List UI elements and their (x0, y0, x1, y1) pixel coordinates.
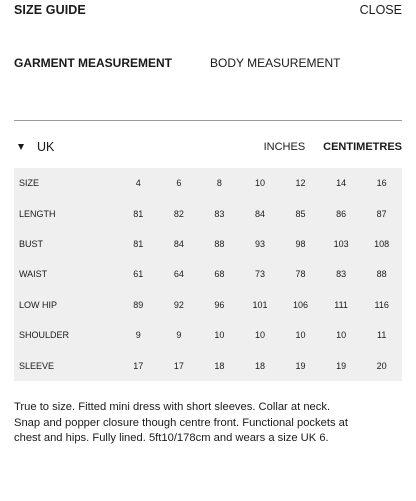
section-divider (14, 120, 402, 121)
table-cell: 88 (214, 239, 225, 250)
table-cell: 20 (376, 360, 387, 371)
table-cell: 17 (173, 360, 184, 371)
table-cell: 14 (336, 178, 347, 189)
table-cell: 83 (214, 208, 225, 219)
table-cell: 108 (374, 239, 390, 250)
triangle-down-icon (18, 144, 24, 150)
table-cell: 89 (133, 299, 144, 310)
size-chart-table (14, 168, 402, 381)
table-cell: 9 (176, 330, 182, 341)
table-cell: 61 (133, 269, 144, 280)
table-cell: 10 (254, 330, 265, 341)
table-row-shoulder (14, 320, 402, 350)
table-row-bust (14, 229, 402, 259)
table-cell: 93 (254, 239, 265, 250)
table-cell: 10 (295, 330, 306, 341)
tab-body-measurement[interactable]: BODY MEASUREMENT (210, 56, 341, 70)
table-cell: 19 (336, 360, 347, 371)
table-cell: 17 (133, 360, 144, 371)
table-cell: 96 (214, 299, 225, 310)
table-cell: 19 (295, 360, 306, 371)
row-label: SHOULDER (19, 330, 70, 341)
table-cell: 12 (295, 178, 306, 189)
table-cell: 6 (176, 178, 182, 189)
table-cell: 106 (293, 299, 309, 310)
product-fit-description: True to size. Fitted mini dress with short sleeves. Collar at neck. Snap and popper closure though centre front. Functional pockets at chest and hips. Fully lined. 5ft10/178cm and wears a size UK 6. (14, 401, 348, 444)
close-button[interactable]: CLOSE (359, 3, 402, 17)
table-cell: 8 (216, 178, 222, 189)
unit-toggle (264, 141, 402, 153)
table-cell: 88 (376, 269, 387, 280)
table-cell: 81 (133, 239, 144, 250)
unit-inches[interactable]: INCHES (263, 141, 306, 153)
table-cell: 82 (173, 208, 184, 219)
tab-garment-measurement[interactable]: GARMENT MEASUREMENT (14, 56, 172, 70)
table-cell: 10 (336, 330, 347, 341)
table-row-low-hip (14, 290, 402, 320)
table-cell: 16 (376, 178, 387, 189)
measurement-tabs (14, 55, 340, 71)
table-cell: 11 (377, 330, 387, 341)
table-cell: 111 (334, 299, 348, 310)
table-cell: 64 (173, 269, 184, 280)
table-cell: 83 (336, 269, 347, 280)
table-cell: 101 (252, 299, 268, 310)
row-label: LOW HIP (19, 299, 58, 310)
table-cell: 84 (254, 208, 265, 219)
table-cell: 18 (214, 360, 225, 371)
region-label: UK (37, 140, 55, 154)
size-guide-header (14, 2, 402, 18)
table-cell: 116 (374, 299, 389, 310)
table-row-sleeve (14, 351, 402, 381)
row-label: SLEEVE (19, 360, 55, 371)
table-cell: 78 (295, 269, 306, 280)
table-row-length (14, 198, 402, 228)
table-cell: 10 (254, 178, 265, 189)
table-cell: 73 (254, 269, 265, 280)
table-cell: 84 (173, 239, 184, 250)
table-cell: 98 (295, 239, 306, 250)
row-label: BUST (19, 239, 44, 250)
table-cell: 92 (173, 299, 184, 310)
table-controls (14, 139, 402, 155)
table-cell: 10 (214, 330, 225, 341)
region-selector[interactable] (14, 140, 54, 154)
table-cell: 18 (254, 360, 265, 371)
table-row-size (14, 168, 402, 198)
table-cell: 81 (133, 208, 144, 219)
row-label: WAIST (19, 269, 48, 280)
table-cell: 86 (336, 208, 347, 219)
table-cell: 87 (376, 208, 387, 219)
row-label: LENGTH (19, 208, 56, 219)
table-cell: 103 (333, 239, 349, 250)
table-cell: 68 (214, 269, 225, 280)
table-row-waist (14, 259, 402, 289)
table-cell: 4 (135, 178, 141, 189)
row-label: SIZE (19, 178, 40, 189)
table-cell: 9 (135, 330, 141, 341)
unit-centimetres[interactable]: CENTIMETRES (323, 141, 402, 153)
table-cell: 85 (295, 208, 306, 219)
size-guide-title: SIZE GUIDE (14, 3, 86, 17)
